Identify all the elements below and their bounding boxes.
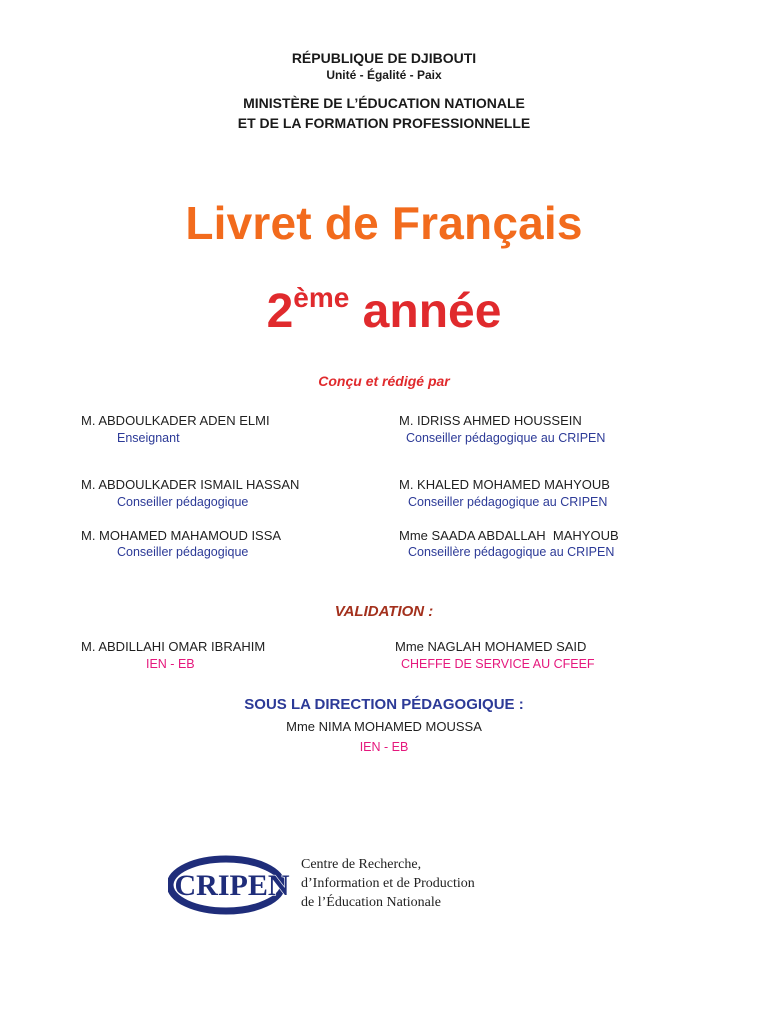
author-name: M. KHALED MOHAMED MAHYOUB (399, 477, 610, 492)
republic-title: RÉPUBLIQUE DE DJIBOUTI (291, 50, 477, 66)
author-name: M. MOHAMED MAHAMOUD ISSA (81, 528, 282, 543)
grade-level (0, 282, 768, 339)
author-role: Conseiller pédagogique au CRIPEN (406, 431, 606, 445)
author-name: M. ABDOULKADER ADEN ELMI (81, 413, 270, 428)
author-role: Conseiller pédagogique au CRIPEN (408, 495, 608, 509)
cripen-line-2: d’Information et de Production (301, 876, 475, 891)
validator-role: CHEFFE DE SERVICE AU CFEEF (401, 657, 595, 671)
cripen-description (301, 855, 475, 912)
director-role: IEN - EB (359, 740, 409, 754)
author-name: M. ABDOULKADER ISMAIL HASSAN (81, 477, 300, 492)
author-role: Enseignant (117, 431, 180, 445)
ministry-line-2: ET DE LA FORMATION PROFESSIONNELLE (237, 115, 531, 131)
validation-heading: VALIDATION : (334, 603, 434, 620)
direction-heading: SOUS LA DIRECTION PÉDAGOGIQUE : (244, 696, 524, 713)
grade-suffix: ème (293, 282, 350, 313)
author-name: Mme SAADA ABDALLAH MAHYOUB (399, 528, 619, 543)
author-name: M. IDRISS AHMED HOUSSEIN (399, 413, 582, 428)
validator-name: Mme NAGLAH MOHAMED SAID (395, 639, 587, 654)
author-role: Conseillère pédagogique au CRIPEN (408, 545, 615, 559)
cripen-line-3: de l’Éducation Nationale (301, 895, 441, 910)
cripen-logo (168, 853, 292, 917)
cripen-logo-text: CRIPEN (174, 869, 290, 902)
director-name: Mme NIMA MOHAMED MOUSSA (286, 719, 482, 734)
ministry-line-1: MINISTÈRE DE L’ÉDUCATION NATIONALE (243, 95, 525, 111)
author-role: Conseiller pédagogique (117, 495, 249, 509)
book-title: Livret de Français (185, 197, 583, 249)
validator-role: IEN - EB (146, 657, 195, 671)
national-motto: Unité - Égalité - Paix (326, 68, 442, 82)
validator-name: M. ABDILLAHI OMAR IBRAHIM (81, 639, 266, 654)
author-role: Conseiller pédagogique (117, 545, 249, 559)
cripen-line-1: Centre de Recherche, (301, 857, 422, 872)
authors-heading: Conçu et rédigé par (318, 373, 450, 389)
grade-word: année (362, 285, 502, 338)
grade-number: 2 (266, 285, 294, 338)
